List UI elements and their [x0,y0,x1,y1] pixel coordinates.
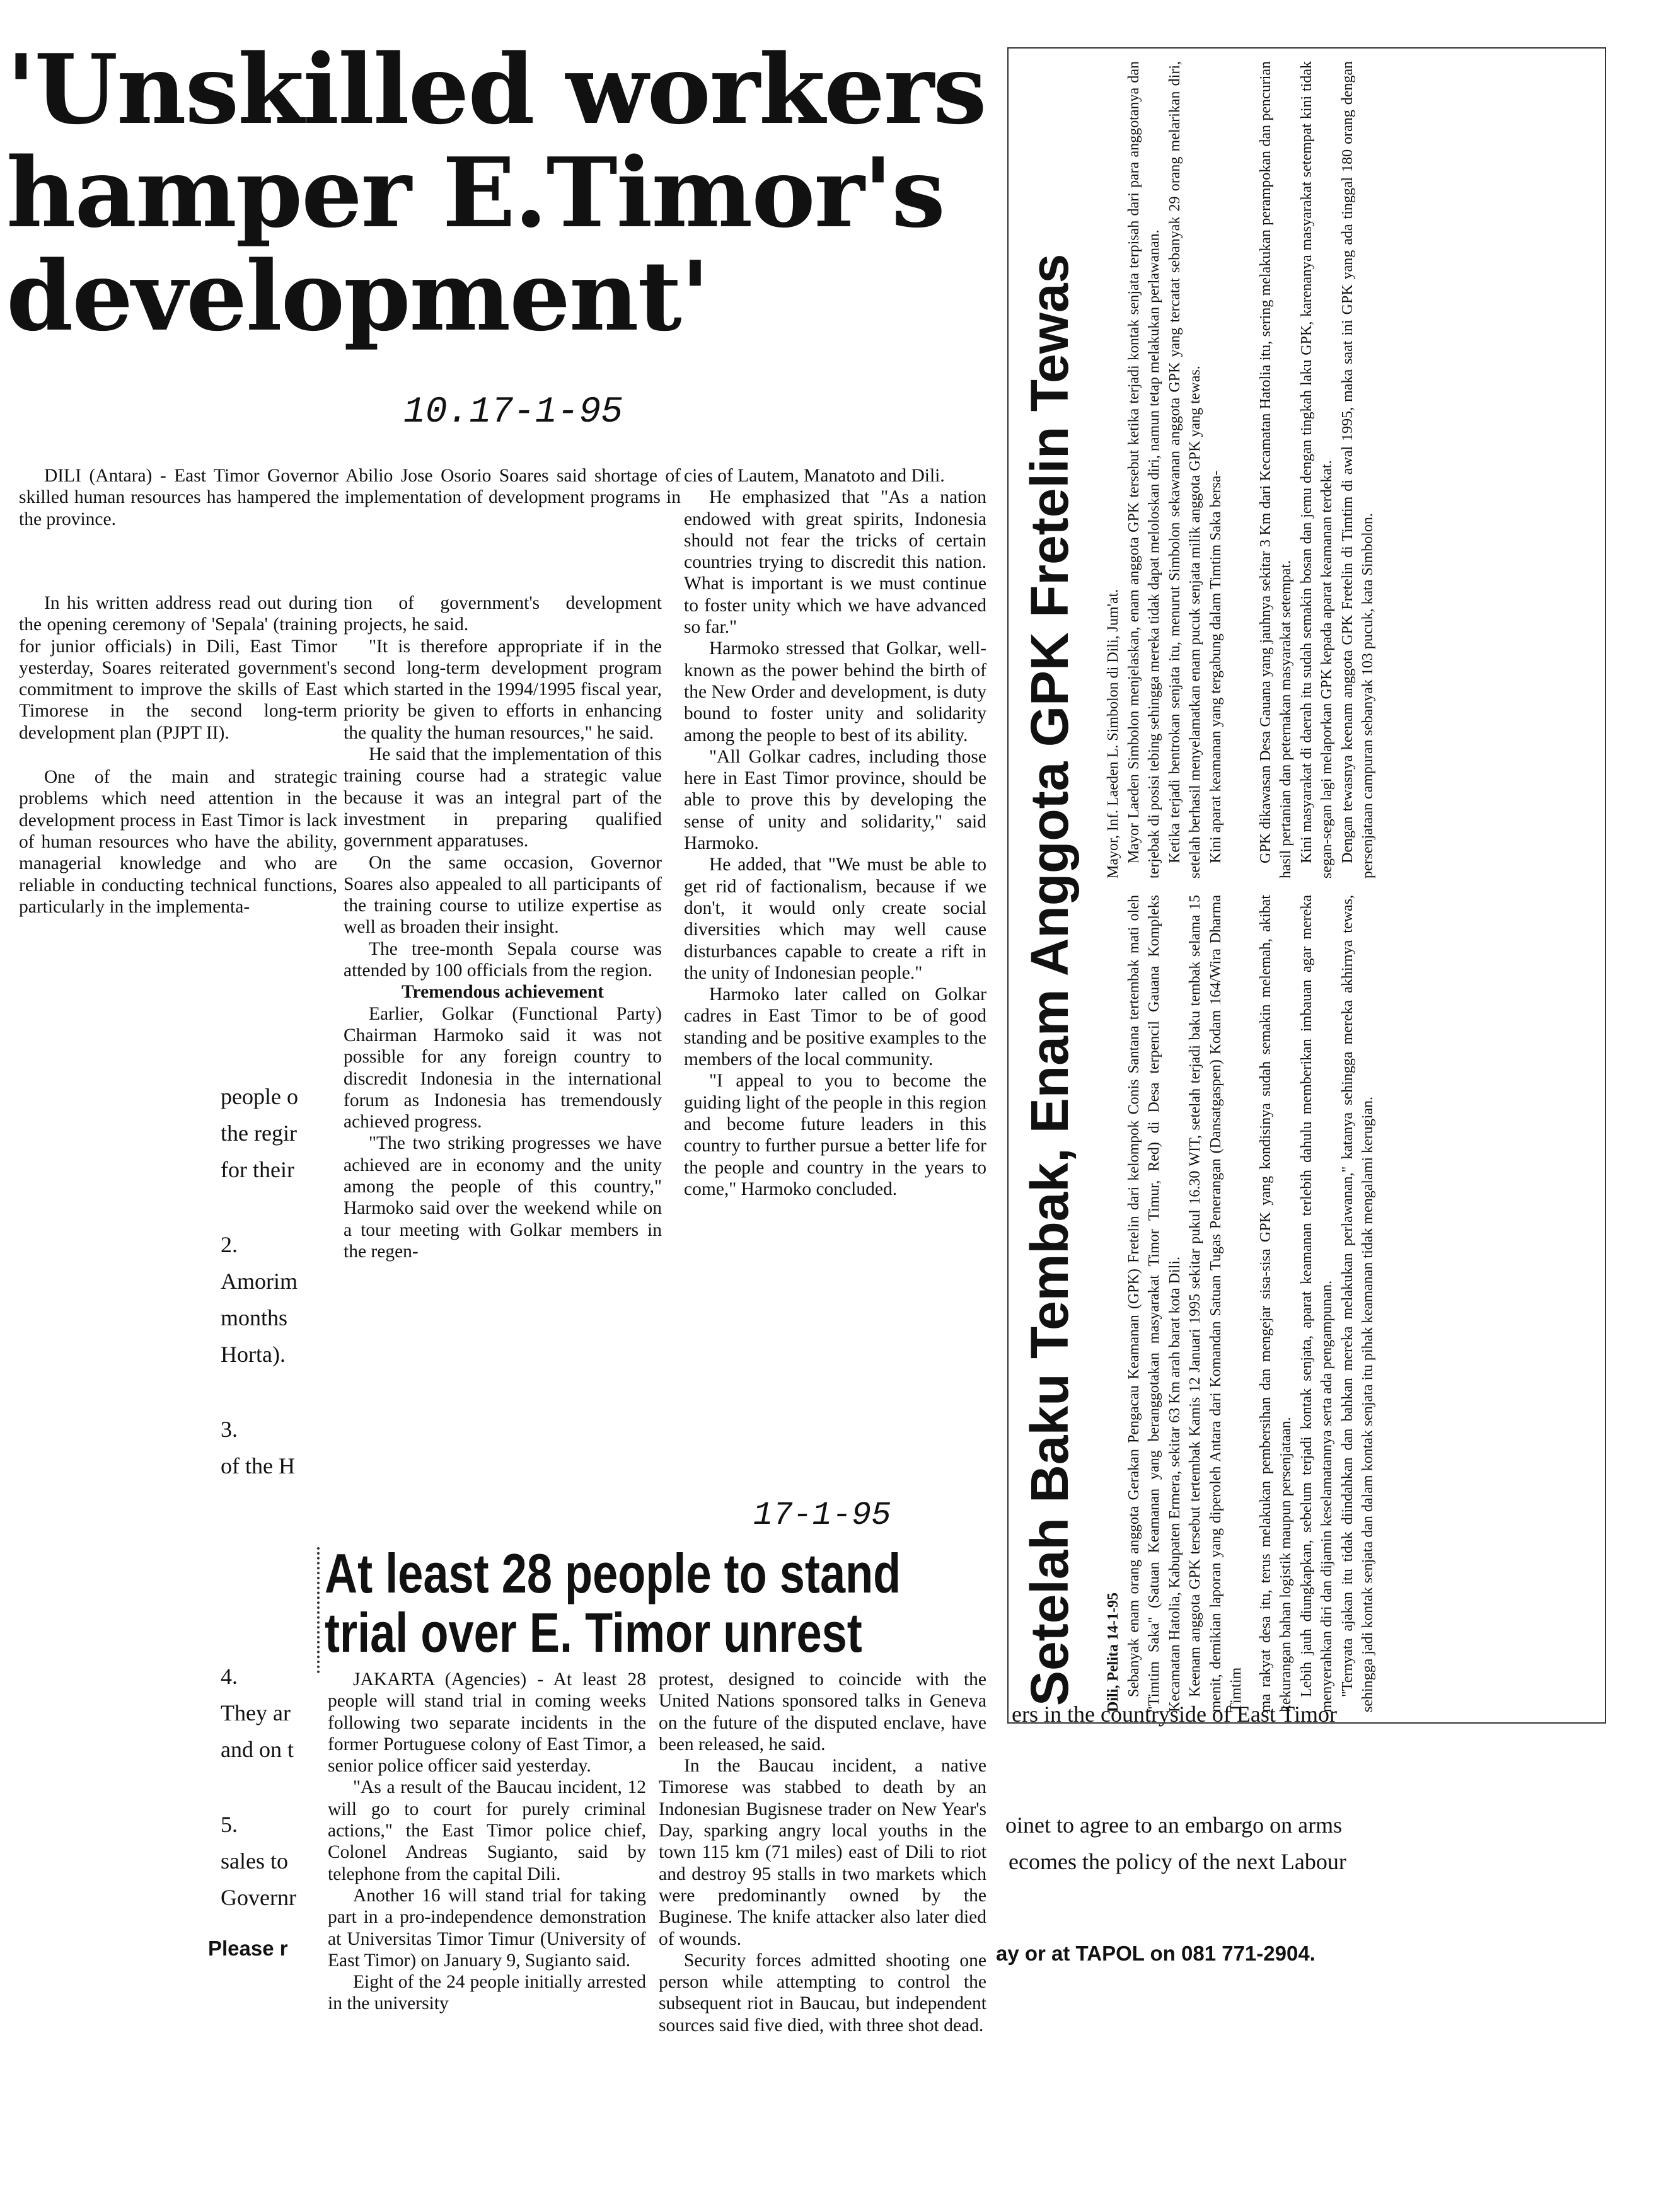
letter-fragment: ecomes the policy of the next Labour [1009,1849,1346,1874]
handwritten-date-1: 10.17-1-95 [403,392,623,433]
paragraph: Security forces admitted shooting one person while attempting to control the subsequent riot in Baucau, but independent sources said five died, with three shot dead. [659,1950,986,2036]
article3-rotated-content [1009,49,1607,1725]
paragraph: Lebih jauh diungkapkan, sebelum terjadi kontak senjata, aparat keamanan terlebih dahulu memberikan imbauan agar mereka menyerahkan diri dan dijamin keselamatannya serta ada pengampunan. [1298,895,1335,1712]
article3-headline: Setelah Baku Tembak, Enam Anggota GPK Fretelin Tewas [1020,253,1079,1706]
letter-fragment: the regir [221,1120,297,1146]
article2-headline [325,1542,901,1664]
paragraph: One of the main and strategic problems which need attention in the development process in East Timor is lack of human resources who have the ability, managerial knowledge and who are reliable in conducting technical functions, particularly in the implementa- [19,767,337,917]
letter-fragment: 2. [221,1232,238,1257]
headline-line: 'Unskilled workers [6,33,986,146]
article3-column-3 [1256,895,1379,1712]
paragraph: On the same occasion, Governor Soares also appealed to all participants of the training course to utilize expertise as well as broaden their insight. [344,852,662,938]
article3-columns [1103,61,1379,1712]
article3-column-4 [1256,61,1379,878]
paragraph: Kini aparat keamanan yang tergabung dalam Timtim Saka bersa- [1207,470,1224,863]
letter-fragment: Amorim [221,1269,298,1294]
paragraph: Keenam anggota GPK tersebut tertembak Kamis 12 Januari 1995 sekitar pukul 16.30 WIT, setelah terjadi baku tembak selama 15 menit, demikian laporan yang diperoleh Antara dari Komandan Satuan Tugas Penerangan (Dansatgaspen) Kodam 164/Wira Dharma Timtim [1187,895,1244,1712]
letter-fragment: oinet to agree to an embargo on arms [1005,1812,1343,1838]
paragraph: The tree-month Sepala course was attended by 100 officials from the region. [344,938,662,981]
letter-fragment: 5. [221,1812,238,1837]
article1-column-1 [19,592,337,918]
paragraph: ma rakyat desa itu, terus melakukan pembersihan dan mengejar sisa-sisa GPK yang kondisinya sudah semakin melemah, akibat kekurangan bahan logistik maupun persenjataan. [1257,895,1294,1712]
article3-row [1103,61,1247,1712]
paragraph: In his written address read out during the opening ceremony of 'Sepala' (training for junior officials) in Dili, East Timor yesterday, Soares reiterated government's commitment to improve the skills of East Timorese in the second long-term development plan (PJPT II). [19,593,337,743]
article3-column-1 [1103,895,1247,1712]
letter-fragment: sales to [221,1848,288,1874]
letter-fragment: Horta). [221,1342,286,1367]
paragraph: protest, designed to coincide with the United Nations sponsored talks in Geneva on the future of the disputed enclave, have been released, he said. [659,1669,986,1754]
column-rule [317,1547,323,1673]
paragraph: "The two striking progresses we have achieved are in economy and the unity among the people of this country," Harmoko said over the weekend while on a tour meeting with Golkar members in the regen- [344,1133,662,1262]
handwritten-date-2: 17-1-95 [753,1497,891,1534]
letter-fragment: They ar [221,1700,291,1725]
paragraph: Dengan tewasnya keenam anggota GPK Fretelin di Timtim di awal 1995, maka saat ini GPK yang ada tinggal 180 orang dengan persenjataan campuran sebanyak 103 pucuk, kata Simbolon. [1339,61,1376,878]
article1-headline [6,33,1015,352]
letter-fragment: Please r [208,1937,288,1960]
article1-lead [19,465,681,530]
paragraph: Another 16 will stand trial for taking part in a pro-independence demonstration at Universitas Timor Timur (University of East Timor) on January 9, Sugianto said. [328,1885,646,1971]
paragraph: Harmoko stressed that Golkar, well-known as the power behind the birth of the New Order and development, is duty bound to foster unity and solidarity among the people to best of its ability. [684,638,986,746]
headline-line: At least 28 people to stand [325,1542,901,1604]
paragraph: JAKARTA (Agencies) - At least 28 people will stand trial in coming weeks following two separate incidents in the former Portuguese colony of East Timor, a senior police officer said yesterday. [328,1669,646,1777]
paragraph: "I appeal to you to become the guiding light of the people in this region and become future leaders in this country to further pursue a better life for the people and country in the years to come," Harmoko concluded. [684,1071,986,1199]
article1-column-2 [344,592,662,1262]
paragraph: Earlier, Golkar (Functional Party) Chairman Harmoko said it was not possible for any foreign country to discredit Indonesia in the international forum as Indonesia has tremendously achieved progress. [344,1003,662,1132]
paragraph: He emphasized that "As a nation endowed with great spirits, Indonesia should not fear the tricks of certain countries trying to discredit this nation. What is important is we must continue to foster unity which we have advanced so far." [684,487,986,638]
paragraph: Ketika terjadi bentrokan senjata itu, menurut Simbolon sekawanan anggota GPK yang tercatat sebanyak 29 orang melarikan diri, setelah berhasil menyelamatkan enam pucuk senjata milik anggota GPK yang tewas. [1166,61,1203,878]
subheading: Tremendous achievement [402,982,604,1003]
paragraph: "Ternyata ajakan itu tidak diindahkan dan bahkan mereka melakukan perlawanan," katanya sehingga mereka akhirnya tewas, sehingga jadi kontak senjata dan dalam kontak senjata itu pihak keamanan tidak mengalami kerugian. [1339,895,1376,1712]
paragraph: Harmoko later called on Golkar cadres in East Timor to be of good standing and be positive examples to the members of the local community. [684,984,986,1070]
dateline: Dili, Pelita 14-1-95 [1105,1593,1121,1712]
article3-clipping [1007,47,1606,1724]
paragraph: cies of Lautem, Manatoto and Dili. [684,466,945,486]
paragraph: tion of government's development projects, he said. [344,593,662,635]
article1-column-3 [684,465,986,1200]
headline-line: trial over E. Timor unrest [325,1601,862,1664]
letter-fragment: and on t [221,1737,294,1762]
paragraph: "All Golkar cadres, including those here in East Timor province, should be able to prove this by developing the sense of unity and solidarity," said Harmoko. [684,746,986,854]
letter-fragment: 4. [221,1664,238,1689]
letter-fragment: Governr [221,1885,296,1910]
article2-column-2 [659,1669,986,2036]
letter-fragment: ay or at TAPOL on 081 771-2904. [996,1942,1316,1965]
letter-fragment: months [221,1305,288,1330]
paragraph: Sebanyak enam orang anggota Gerakan Pengacau Keamanan (GPK) Fretelin dari kelompok Conis Santana tertembak mati oleh "Timtim Saka" (Satuan Keamanan yang beranggotakan masyarakat Timor Timur, Red) di Desa terpencil Gauana Kompleks Kecamatan Hatolia, Kabupaten Ermera, sekitar 63 Km arah barat kota Dili. [1125,895,1183,1712]
letter-fragment: 3. [221,1417,238,1442]
letter-fragment: for their [221,1157,294,1182]
article3-column-2 [1103,61,1247,878]
paragraph: In the Baucau incident, a native Timorese was stabbed to death by an Indonesian Bugisnese trader on New Year's Day, sparking angry local youths in the town 115 km (71 miles) east of Dili to riot and destroy 95 stalls in two markets which were predominantly owned by the Buginese. The knife attacker also later died of wounds. [659,1756,986,1949]
paragraph: Mayor Laeden Simbolon menjelaskan, enam anggota GPK tersebut ketika terjadi kontak senjata terpisah dari para anggotanya dan terjebak di posisi tebing sehingga mereka tidak dapat meloloskan diri, namun tetap melakukan perlawanan. [1125,61,1162,878]
paragraph: Mayor, Inf. Laeden L. Simbolon di Dili, Jum'at. [1105,589,1121,878]
letter-fragment: ers in the countryside of East Timor [1012,1702,1337,1727]
paragraph: GPK dikawasan Desa Gauana yang jauhnya sekitar 3 Km dari Kecamatan Hatolia itu, sering melakukan perampokan dan pencurian hasil pertanian dan peternakan masyarakat setempat. [1257,61,1294,878]
article3-row [1256,61,1379,1712]
paragraph: He said that the implementation of this training course had a strategic value because it was an integral part of the investment in preparing qualified government apparatuses. [344,744,662,851]
letter-fragment: people o [221,1084,298,1109]
paragraph: "It is therefore appropriate if in the second long-term development program which started in the 1994/1995 fiscal year, priority be given to efforts in enhancing the quality the human resources," he said. [344,636,662,743]
lead-paragraph: DILI (Antara) - East Timor Governor Abilio Jose Osorio Soares said shortage of skilled human resources has hampered the implementation of development programs in the province. [19,466,681,529]
paragraph: "As a result of the Baucau incident, 12 will go to court for purely criminal actions," the East Timor police chief, Colonel Andreas Sugianto, said by telephone from the capital Dili. [328,1777,646,1884]
headline-line: hamper E.Timor's [6,136,944,249]
paragraph: He added, that "We must be able to get rid of factionalism, because if we don't, it would only create social diversities which may well cause disturbances capable to create a rift in the unity of Indonesian people." [684,855,986,983]
letter-fragment: of the H [221,1453,295,1478]
headline-line: development' [6,239,709,352]
paragraph: Eight of the 24 people initially arrested in the university [328,1972,646,2014]
paragraph: Kini masyarakat di daerah itu sudah semakin bosan dan jemu dengan tingkah laku GPK, karenanya masyarakat setempat kini tidak segan-segan lagi melaporkan GPK kepada aparat keamanan terdekat. [1298,61,1335,878]
article2-column-1 [328,1669,646,2015]
